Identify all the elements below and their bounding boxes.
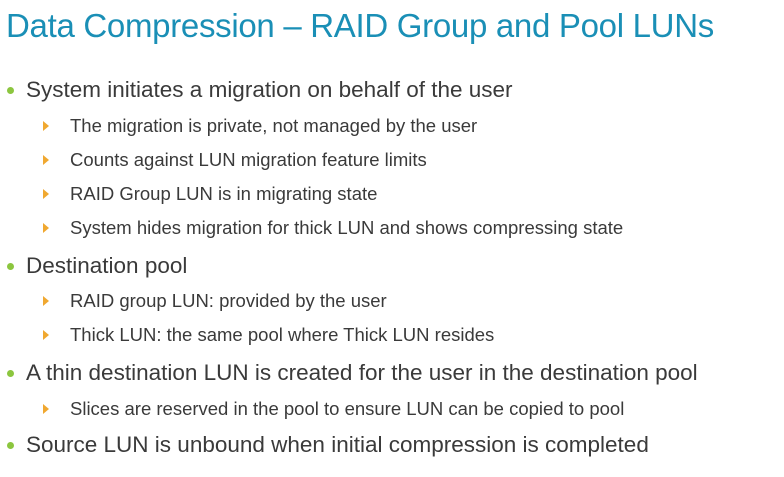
sub-bullet-text: RAID Group LUN is in migrating state: [70, 183, 378, 204]
sub-bullet-text: Counts against LUN migration feature limits: [70, 149, 427, 170]
sub-bullet-text: The migration is private, not managed by the user: [70, 115, 478, 136]
sub-bullet-triangle-icon: [43, 223, 49, 233]
sub-bullet-triangle-icon: [43, 121, 49, 131]
sub-bullet-text: System hides migration for thick LUN and shows compressing state: [70, 217, 624, 238]
bullet-dot-icon: [7, 263, 14, 270]
slide-title: Data Compression – RAID Group and Pool LUNs: [6, 7, 714, 44]
bullet-dot-icon: [7, 87, 14, 94]
sub-bullet-triangle-icon: [43, 155, 49, 165]
bullet-dot-icon: [7, 442, 14, 449]
bullet-dot-icon: [7, 370, 14, 377]
sub-bullet-triangle-icon: [43, 296, 49, 306]
bullet-text: Source LUN is unbound when initial compression is completed: [26, 432, 649, 457]
bullet-text: Destination pool: [26, 253, 188, 278]
sub-bullet-triangle-icon: [43, 330, 49, 340]
sub-bullet-triangle-icon: [43, 189, 49, 199]
sub-bullet-text: Thick LUN: the same pool where Thick LUN resides: [70, 324, 495, 345]
sub-bullet-text: Slices are reserved in the pool to ensure LUN can be copied to pool: [70, 398, 625, 419]
sub-bullet-triangle-icon: [43, 404, 49, 414]
bullet-text: System initiates a migration on behalf of the user: [26, 77, 513, 102]
sub-bullet-text: RAID group LUN: provided by the user: [70, 290, 387, 311]
bullet-text: A thin destination LUN is created for the user in the destination pool: [26, 360, 698, 385]
